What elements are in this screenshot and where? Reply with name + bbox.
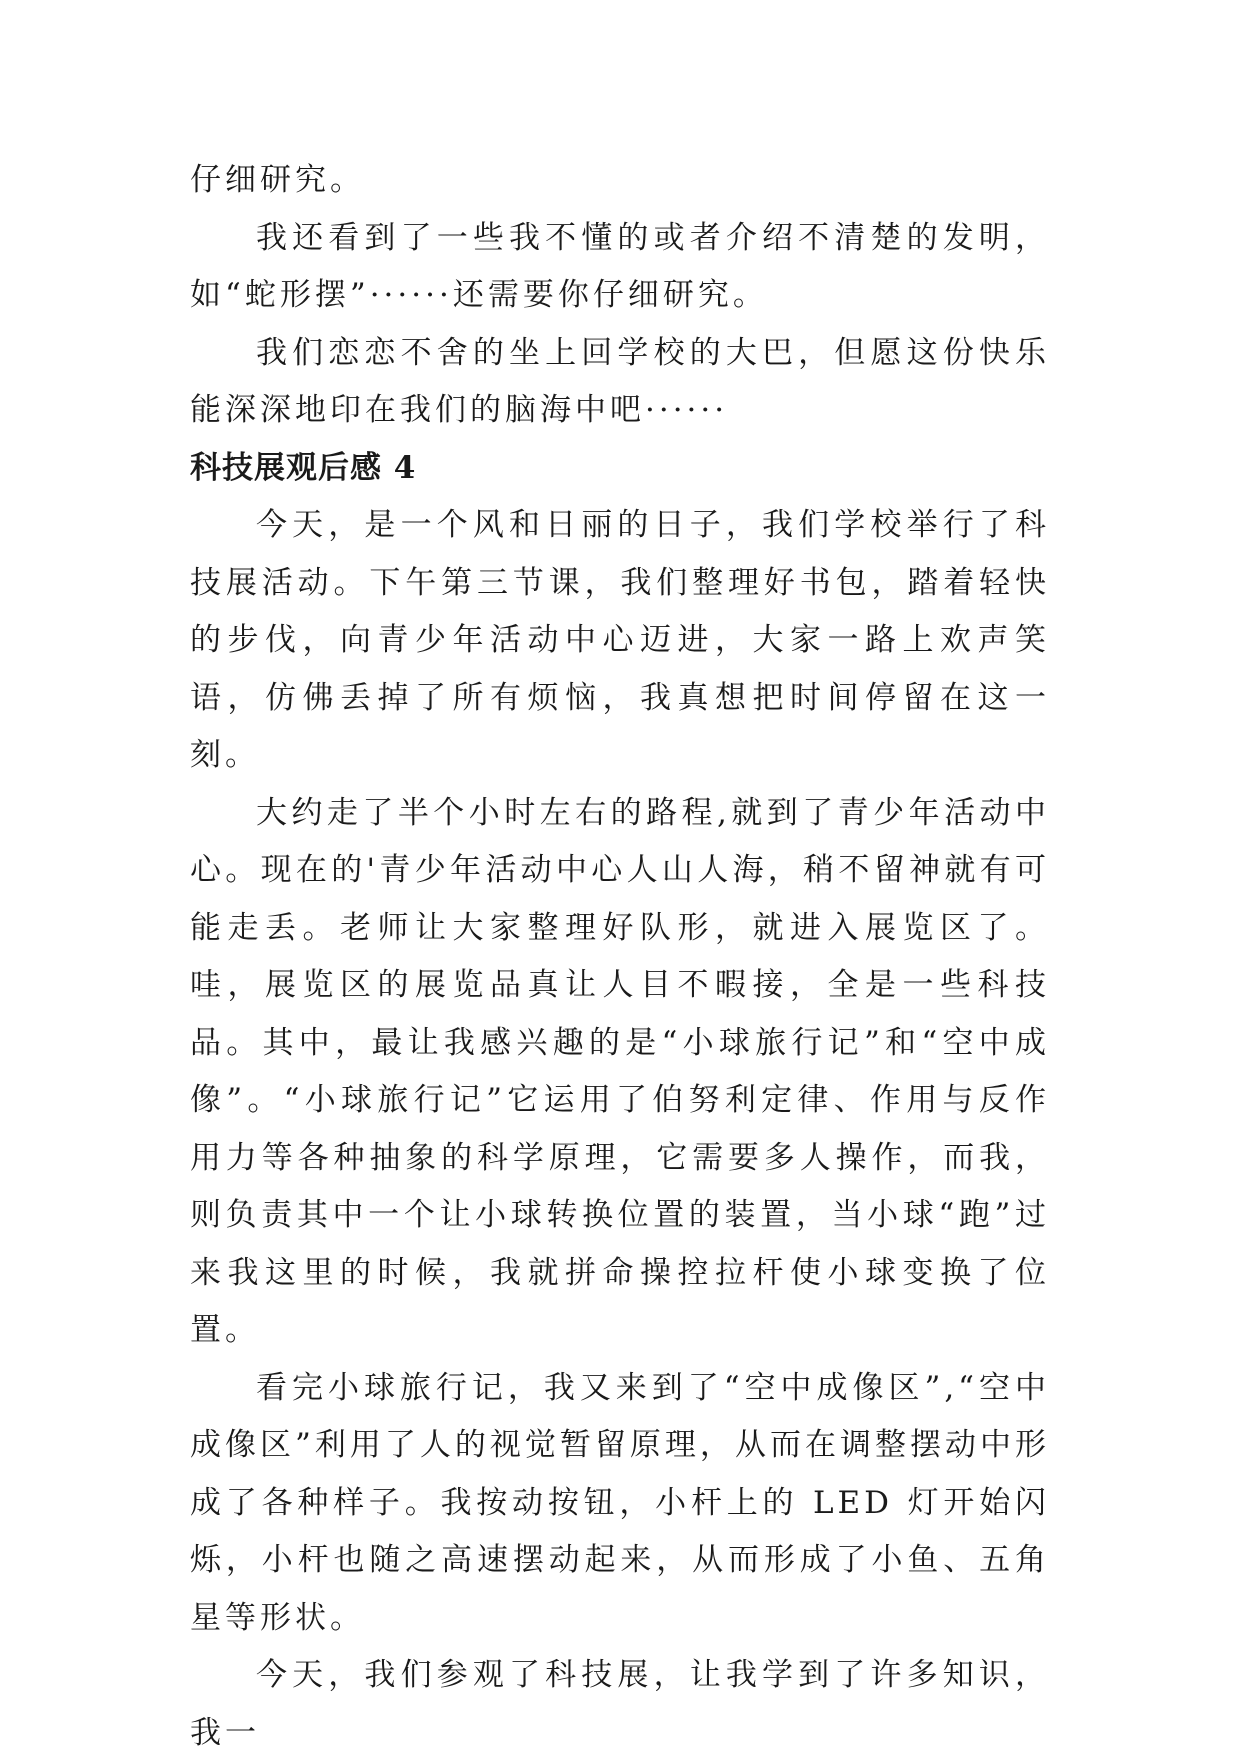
section-heading: 科技展观后感 4 [190,449,417,486]
paragraph: 我还看到了一些我不懂的或者介绍不清楚的发明，如“蛇形摆”······还需要你仔细研究。 [190,219,1050,313]
paragraph: 看完小球旅行记，我又来到了“空中成像区”,“空中成像区”利用了人的视觉暂留原理，从而在调整摆动中形成了各种样子。我按动按钮，小杆上的 LED 灯开始闪烁，小杆也随之高速摆动起来，从而形成了小鱼、五角星等形状。 [190,1369,1050,1636]
paragraph: 我们恋恋不舍的坐上回学校的大巴，但愿这份快乐能深深地印在我们的脑海中吧······ [190,334,1050,428]
paragraph: 大约走了半个小时左右的路程,就到了青少年活动中心。现在的'青少年活动中心人山人海，稍不留神就有可能走丢。老师让大家整理好队形，就进入展览区了。哇，展览区的展览品真让人目不暇接，全是一些科技品。其中，最让我感兴趣的是“小球旅行记”和“空中成像”。“小球旅行记”它运用了伯努利定律、作用与反作用力等各种抽象的科学原理，它需要多人操作，而我，则负责其中一个让小球转换位置的装置，当小球“跑”过来我这里的时候，我就拼命操控拉杆使小球变换了位置。 [190,794,1050,1348]
paragraph: 仔细研究。 [190,162,365,198]
paragraph: 今天，是一个风和日丽的日子，我们学校举行了科技展活动。下午第三节课，我们整理好书包，踏着轻快的步伐，向青少年活动中心迈进，大家一路上欢声笑语，仿佛丢掉了所有烦恼，我真想把时间停留在这一刻。 [190,507,1050,773]
paragraph: 今天，我们参观了科技展，让我学到了许多知识，我一 [190,1657,1050,1751]
document-body [190,152,1050,1762]
